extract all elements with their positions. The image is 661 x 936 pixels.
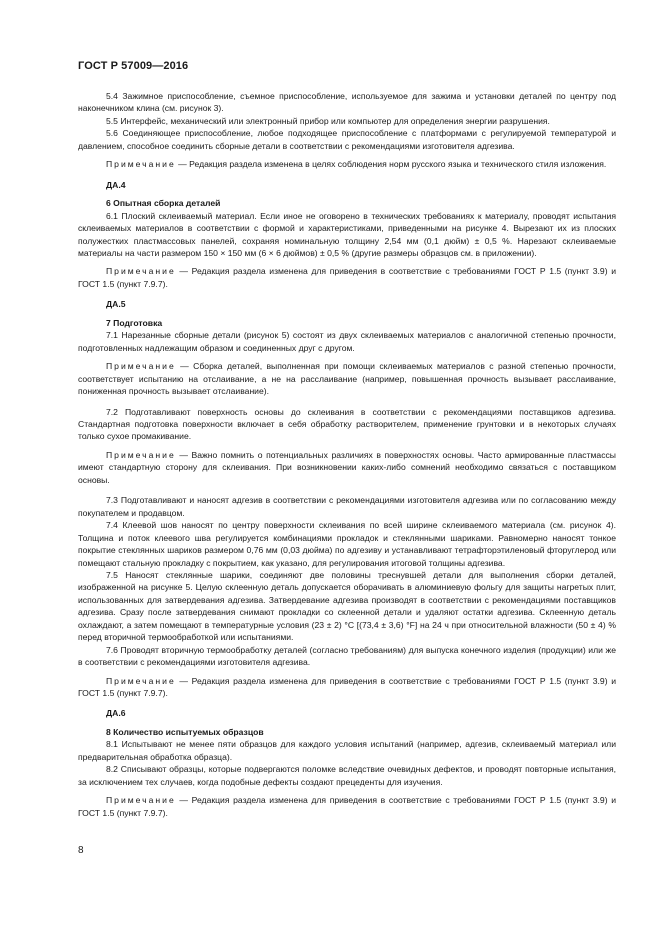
document-header: ГОСТ Р 57009—2016 — [78, 60, 189, 72]
page-number: 8 — [78, 845, 84, 856]
note-text: — Редакция раздела изменена в целях соблюдения норм русского языка и технического стиля изложения. — [175, 159, 607, 170]
note — [78, 449, 616, 486]
paragraph: 7.3 Подготавливают и наносят адгезив в соответствии с рекомендациями изготовителя адгезива или по согласованию между покупателем и продавцом. — [78, 495, 616, 518]
note-label: Примечание — [106, 449, 176, 460]
paragraph: 5.6 Соединяющее приспособление, любое подходящее приспособление с платформами с регулируемой температурой и давлением, способное соединить сборные детали в соответствии с рекомендациями изготовителя адгезива. — [78, 128, 616, 151]
note-label: Примечание — [106, 266, 176, 277]
note — [78, 675, 616, 700]
note-label: Примечание — [106, 675, 176, 686]
note-text: — Редакция раздела изменена для приведения в соответствие с требованиями ГОСТ Р 1.5 (пункт 3.9) и ГОСТ 1.5 (пункт 7.9.7). — [78, 795, 616, 818]
note-label: Примечание — [106, 795, 176, 806]
section-heading: 7 Подготовка — [106, 317, 163, 328]
paragraph: 6.1 Плоский склеиваемый материал. Если иное не оговорено в технических требованиях к материалу, проводят испытания склеиваемых материалов в соответствии с формой и характеристиками, приведенными на рисунке 4. Вырезают их из плоских полужестких пластмассовых панелей, сохраняя номинальную толщину 2,54 мм (0,1 дюйм) ± 0,5 %. Нарезают склеиваемые материалы на части размером 150 × 150 мм (6 × 6 дюймов) ± 0,5 % (другие размеры образцов см. в приложении). — [78, 210, 616, 258]
paragraph: 7.4 Клеевой шов наносят по центру поверхности склеивания по всей ширине склеиваемого материала (см. рисунок 4). Толщина и поток клеевого шва регулируется комбинациями прокладок и стеклянными шариками. Равномерно наносят тонкое покрытие стеклянных шариков размером 0,76 мм (0,03 дюйма) по адгезиву и устанавливают тетрафторэтиленовый фторуглерод или помещают стальную прокладку с покрытием, как указано, для регулирования итоговой толщины адгезива. — [78, 520, 616, 568]
paragraph: 5.5 Интерфейс, механический или электронный прибор или компьютер для определения энергии разрушения. — [106, 115, 550, 126]
paragraph: 8.1 Испытывают не менее пяти образцов для каждого условия испытаний (например, адгезив, склеиваемый материал или предварительная обработка образца). — [78, 739, 616, 762]
note-text: — Редакция раздела изменена для приведения в соответствие с требованиями ГОСТ Р 1.5 (пункт 3.9) и ГОСТ 1.5 (пункт 7.9.7). — [78, 266, 616, 289]
paragraph: 7.5 Наносят стеклянные шарики, соединяют две половины треснувшей детали для выполнения сборки деталей, изображенной на рисунке 5. Целую склеенную деталь допускается оборачивать в алюминиевую фольгу для защиты нагретых плит, использованных для затвердевания адгезива. Затвердевание адгезива производят в соответствии с рекомендациями поставщиков адгезива. Сразу после затвердевания снимают прокладки со склеенной детали и удаляют остатки адгезива. Склеенную деталь охлаждают, а затем помещают в температурные условия (23 ± 2) °С [(73,4 ± 3,6) °F] на 24 ч при относительной влажности (50 ± 4) % перед вторичной термообработкой или испытаниями. — [78, 569, 616, 643]
paragraph: 7.1 Нарезанные сборные детали (рисунок 5) состоят из двух склеиваемых материалов с аналогичной степенью прочности, подготовленных надлежащим образом и соединенных друг с другом. — [78, 330, 616, 353]
paragraph: 7.6 Проводят вторичную термообработку деталей (согласно требованиям) для выпуска конечного изделия (продукции) или же в соответствии с рекомендациями изготовителя адгезива. — [78, 644, 616, 668]
note-text: — Важно помнить о потенциальных различиях в поверхностях основы. Часто армированные пластмассы имеют стандартную сторону для склеивания. При возникновении каких-либо сомнений необходимо связаться с поставщиком основы. — [78, 449, 616, 485]
note — [78, 360, 616, 397]
note — [78, 158, 616, 170]
note-label: Примечание — [106, 159, 176, 170]
section-heading: 6 Опытная сборка деталей — [106, 198, 221, 209]
annex-section-id: ДА.5 — [106, 299, 126, 310]
paragraph: 7.2 Подготавливают поверхность основы до склеивания в соответствии с рекомендациями поставщиков адгезива. Стандартная подготовка поверхности включает в себя обработку растворителем, применение грунтовки и в некоторых случаях только сухое промакивание. — [78, 406, 616, 442]
section-heading: 8 Количество испытуемых образцов — [106, 726, 264, 737]
note-text: — Редакция раздела изменена для приведения в соответствие с требованиями ГОСТ Р 1.5 (пункт 3.9) и ГОСТ 1.5 (пункт 7.9.7). — [78, 675, 616, 699]
note — [78, 265, 616, 290]
note — [78, 794, 616, 819]
note-text: — Сборка деталей, выполненная при помощи склеиваемых материалов с разной степенью прочности, соответствует испытанию на отслаивание, а не на расслаивание (например, повышенная прочность вызывает расслаивание, пониженная прочность вызывает отслаивание). — [78, 361, 616, 397]
document-body — [78, 90, 616, 819]
annex-section-id: ДА.6 — [106, 708, 126, 719]
annex-section-id: ДА.4 — [106, 179, 126, 190]
note-label: Примечание — [106, 361, 176, 372]
paragraph: 8.2 Списывают образцы, которые подвергаются поломке вследствие очевидных дефектов, и проводят повторные испытания, за исключением тех случаев, когда подобные дефекты создают прецеденты для изучения. — [78, 764, 616, 787]
paragraph: 5.4 Зажимное приспособление, съемное приспособление, используемое для зажима и установки деталей по центру под наконечником клина (см. рисунок 3). — [78, 91, 616, 114]
